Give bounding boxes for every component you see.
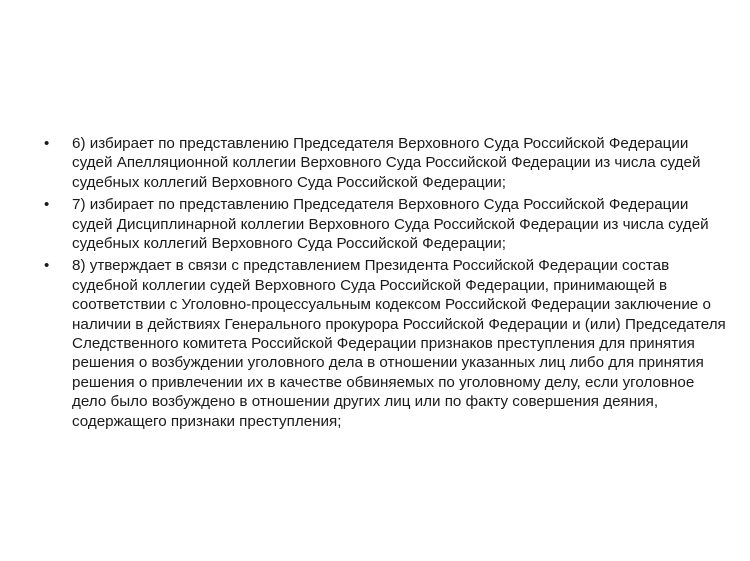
bullet-icon: • bbox=[44, 257, 50, 275]
text-line: наличии в действиях Генерального прокурора Российской Федерации и (или) Председателя bbox=[72, 315, 726, 333]
text-line: судей Дисциплинарной коллегии Верховного Суда Российской Федерации из числа судей bbox=[72, 215, 709, 233]
text-line: 7) избирает по представлению Председателя Верховного Суда Российской Федерации bbox=[72, 196, 689, 214]
text-line: 6) избирает по представлению Председателя Верховного Суда Российской Федерации bbox=[72, 135, 689, 152]
text-line: судей Апелляционной коллегии Верховного Суда Российской Федерации из числа судей bbox=[72, 154, 701, 172]
list-item bbox=[0, 256, 750, 431]
text-line: соответствии с Уголовно-процессуальным кодексом Российской Федерации заключение о bbox=[72, 296, 711, 314]
text-line: дело было возбуждено в отношении других лиц или по факту совершения деяния, bbox=[72, 393, 659, 411]
bullet-icon: • bbox=[44, 196, 50, 214]
bullet-list bbox=[0, 134, 750, 434]
list-item bbox=[0, 195, 750, 253]
text-line: 8) утверждает в связи с представлением Президента Российской Федерации состав bbox=[72, 257, 670, 275]
text-line: содержащего признаки преступления; bbox=[72, 412, 342, 430]
text-line: Следственного комитета Российской Федерации признаков преступления для принятия bbox=[72, 335, 695, 353]
text-line: решения о привлечении их в качестве обвиняемых по уголовному делу, если уголовное bbox=[72, 373, 695, 391]
text-line: судебных коллегий Верховного Суда Российской Федерации; bbox=[72, 235, 506, 253]
text-line: судебной коллегии судей Верховного Суда Российской Федерации, принимающей в bbox=[72, 276, 668, 294]
text-line: решения о возбуждении уголовного дела в отношении указанных лиц либо для принятия bbox=[72, 354, 704, 372]
text-line: судебных коллегий Верховного Суда Российской Федерации; bbox=[72, 173, 506, 191]
bullet-icon: • bbox=[44, 135, 50, 152]
list-item bbox=[0, 134, 750, 192]
